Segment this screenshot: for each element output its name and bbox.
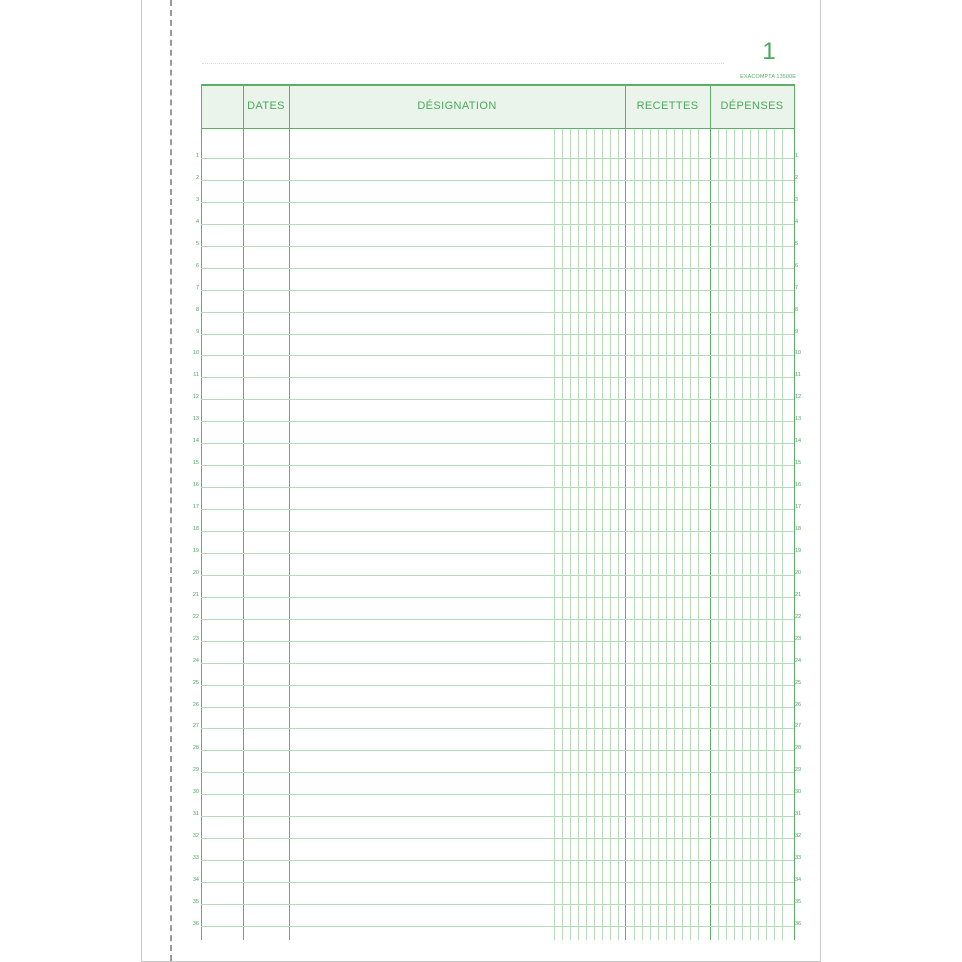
column-rule [625, 84, 626, 940]
row-number-right: 6 [795, 263, 799, 269]
row-number-left: 36 [192, 921, 199, 927]
row-rule [201, 685, 794, 686]
row-number-left: 34 [192, 877, 199, 883]
row-rule [201, 904, 794, 905]
row-number-right: 24 [795, 658, 802, 664]
column-rule [710, 84, 711, 940]
row-number-left: 35 [192, 899, 199, 905]
column-rule [201, 84, 202, 940]
amount-subcolumn-rule [666, 129, 667, 940]
row-number-right: 3 [795, 197, 799, 203]
row-number-left: 23 [192, 636, 199, 642]
row-number-left: 27 [192, 723, 199, 729]
row-number-right: 16 [795, 482, 802, 488]
row-rule [201, 838, 794, 839]
row-number-left: 19 [192, 548, 199, 554]
column-rule [289, 84, 290, 940]
amount-subcolumn-rule [610, 129, 611, 940]
row-number-right: 21 [795, 592, 802, 598]
row-number-left: 11 [193, 372, 199, 378]
row-number-left: 18 [192, 526, 199, 532]
row-number-right: 34 [795, 877, 802, 883]
row-number-left: 2 [195, 175, 199, 181]
column-header-depenses: DÉPENSES [720, 100, 784, 112]
row-number-right: 27 [795, 723, 802, 729]
row-number-right: 2 [795, 175, 799, 181]
row-number-left: 7 [195, 285, 199, 291]
row-number-right: 4 [795, 219, 799, 225]
row-rule [201, 158, 794, 159]
amount-subcolumn-rule [682, 129, 683, 940]
row-rule [201, 663, 794, 664]
row-number-right: 22 [795, 614, 802, 620]
row-number-left: 33 [192, 855, 199, 861]
row-rule [201, 487, 794, 488]
row-rule [201, 399, 794, 400]
row-number-right: 33 [795, 855, 802, 861]
amount-subcolumn-rule [674, 129, 675, 940]
row-rule [201, 575, 794, 576]
amount-subcolumn-rule [618, 129, 619, 940]
row-number-right: 29 [795, 767, 802, 773]
amount-subcolumn-rule [742, 129, 743, 940]
row-number-left: 16 [192, 482, 199, 488]
row-number-left: 29 [192, 767, 199, 773]
page-number: 1 [762, 38, 776, 65]
amount-subcolumn-rule [602, 129, 603, 940]
row-number-right: 26 [795, 702, 802, 708]
row-number-left: 21 [192, 592, 199, 598]
row-rule [201, 509, 794, 510]
row-rule [201, 180, 794, 181]
column-header-dates: DATES [247, 100, 285, 112]
row-rule [201, 728, 794, 729]
amount-subcolumn-rule [774, 129, 775, 940]
row-number-left: 5 [195, 241, 199, 247]
row-rule [201, 443, 794, 444]
row-number-right: 18 [795, 526, 802, 532]
row-number-right: 36 [795, 921, 802, 927]
amount-subcolumn-rule [578, 129, 579, 940]
row-rule [201, 290, 794, 291]
row-number-left: 10 [192, 350, 199, 356]
column-rule [243, 84, 244, 940]
row-number-left: 6 [195, 263, 199, 269]
row-rule [201, 860, 794, 861]
amount-subcolumn-rule [554, 129, 555, 940]
row-number-left: 12 [192, 394, 199, 400]
row-rule [201, 707, 794, 708]
amount-subcolumn-rule [570, 129, 571, 940]
row-number-right: 31 [795, 811, 802, 817]
column-header-designation: DÉSIGNATION [417, 100, 497, 112]
row-number-right: 30 [795, 789, 802, 795]
row-number-left: 14 [192, 438, 199, 444]
row-rule [201, 531, 794, 532]
column-header-recettes: RECETTES [636, 100, 699, 112]
row-rule [201, 750, 794, 751]
row-number-left: 24 [192, 658, 199, 664]
row-rule [201, 641, 794, 642]
row-number-right: 8 [795, 307, 799, 313]
row-number-right: 14 [795, 438, 802, 444]
row-rule [201, 202, 794, 203]
amount-subcolumn-rule [586, 129, 587, 940]
row-number-left: 9 [195, 329, 199, 335]
row-rule [201, 224, 794, 225]
row-number-left: 1 [195, 153, 199, 159]
row-number-right: 35 [795, 899, 802, 905]
row-number-right: 19 [795, 548, 802, 554]
perforation-line [170, 0, 172, 961]
amount-subcolumn-rule [758, 129, 759, 940]
row-rule [201, 465, 794, 466]
amount-subcolumn-rule [634, 129, 635, 940]
row-rule [201, 312, 794, 313]
row-number-right: 23 [795, 636, 802, 642]
row-number-left: 28 [192, 745, 199, 751]
row-number-right: 15 [795, 460, 802, 466]
ledger-page [141, 0, 821, 962]
amount-subcolumn-rule [726, 129, 727, 940]
row-number-left: 4 [195, 219, 199, 225]
row-number-left: 20 [192, 570, 199, 576]
row-rule [201, 377, 794, 378]
top-dotted-rule [202, 63, 724, 64]
amount-subcolumn-rule [562, 129, 563, 940]
amount-subcolumn-rule [650, 129, 651, 940]
row-rule [201, 882, 794, 883]
row-number-right: 10 [795, 350, 802, 356]
amount-subcolumn-rule [642, 129, 643, 940]
row-number-left: 26 [192, 702, 199, 708]
row-number-left: 30 [192, 789, 199, 795]
row-rule [201, 334, 794, 335]
amount-subcolumn-rule [698, 129, 699, 940]
row-number-left: 17 [192, 504, 199, 510]
row-number-right: 12 [795, 394, 802, 400]
amount-subcolumn-rule [690, 129, 691, 940]
row-number-left: 8 [195, 307, 199, 313]
row-rule [201, 246, 794, 247]
row-number-left: 31 [192, 811, 199, 817]
row-rule [201, 619, 794, 620]
row-rule [201, 421, 794, 422]
row-number-right: 1 [795, 153, 799, 159]
row-number-left: 25 [192, 680, 199, 686]
row-rule [201, 597, 794, 598]
row-rule [201, 772, 794, 773]
reference-code: EXACOMPTA 13500E [740, 74, 796, 80]
row-number-right: 20 [795, 570, 802, 576]
row-rule [201, 794, 794, 795]
row-number-right: 28 [795, 745, 802, 751]
amount-subcolumn-rule [658, 129, 659, 940]
row-number-left: 3 [195, 197, 199, 203]
amount-subcolumn-rule [718, 129, 719, 940]
row-number-right: 32 [795, 833, 802, 839]
row-number-right: 9 [795, 329, 799, 335]
row-rule [201, 355, 794, 356]
amount-subcolumn-rule [766, 129, 767, 940]
amount-subcolumn-rule [782, 129, 783, 940]
row-number-right: 5 [795, 241, 799, 247]
amount-subcolumn-rule [750, 129, 751, 940]
row-rule [201, 553, 794, 554]
row-number-right: 7 [795, 285, 799, 291]
row-rule [201, 926, 794, 927]
row-number-right: 17 [795, 504, 802, 510]
row-number-right: 11 [795, 372, 801, 378]
row-number-left: 22 [192, 614, 199, 620]
row-rule [201, 268, 794, 269]
row-number-right: 13 [795, 416, 802, 422]
row-number-left: 13 [192, 416, 199, 422]
row-number-right: 25 [795, 680, 802, 686]
row-rule [201, 816, 794, 817]
row-number-left: 15 [192, 460, 199, 466]
row-number-left: 32 [192, 833, 199, 839]
amount-subcolumn-rule [594, 129, 595, 940]
amount-subcolumn-rule [734, 129, 735, 940]
